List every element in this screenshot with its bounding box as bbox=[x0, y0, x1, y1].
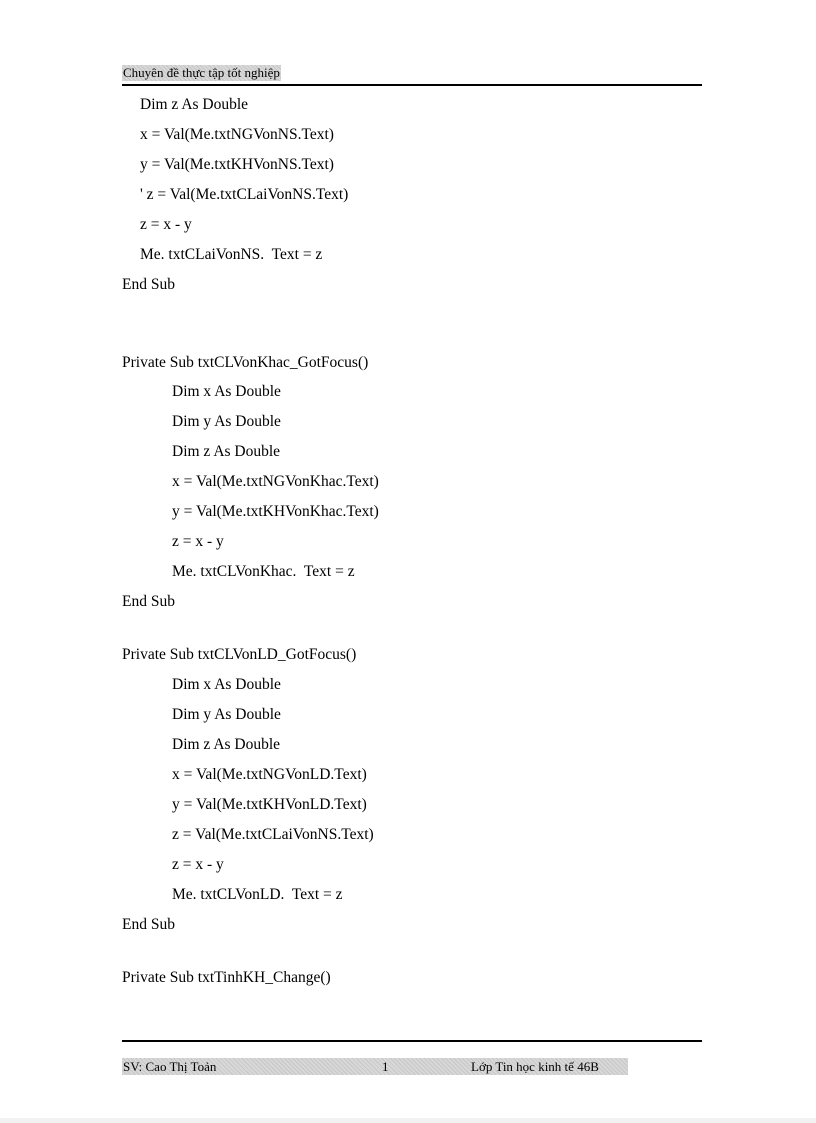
code-line: Me. txtCLaiVonNS. Text = z bbox=[140, 246, 323, 263]
code-line: Dim x As Double bbox=[172, 676, 281, 693]
code-line: Dim y As Double bbox=[172, 706, 281, 723]
code-line: Dim z As Double bbox=[172, 443, 281, 460]
code-line: Dim y As Double bbox=[172, 413, 281, 430]
page-header bbox=[122, 64, 702, 86]
code-line: x = Val(Me.txtNGVonKhac.Text) bbox=[172, 473, 379, 490]
code-line: y = Val(Me.txtKHVonLD.Text) bbox=[172, 796, 367, 813]
footer-class: Lớp Tin học kinh tế 46B bbox=[471, 1059, 599, 1074]
code-line: End Sub bbox=[122, 916, 175, 933]
code-line: z = x - y bbox=[172, 856, 224, 873]
code-line: y = Val(Me.txtKHVonNS.Text) bbox=[140, 156, 334, 173]
code-line: z = Val(Me.txtCLaiVonNS.Text) bbox=[172, 826, 374, 843]
code-line: Me. txtCLVonKhac. Text = z bbox=[172, 563, 355, 580]
footer-divider bbox=[122, 1040, 702, 1042]
code-line: Private Sub txtCLVonLD_GotFocus() bbox=[122, 646, 357, 663]
code-line: Private Sub txtCLVonKhac_GotFocus() bbox=[122, 354, 369, 371]
code-line: x = Val(Me.txtNGVonLD.Text) bbox=[172, 766, 367, 783]
code-line: Dim x As Double bbox=[172, 383, 281, 400]
footer-page-number: 1 bbox=[382, 1059, 389, 1074]
code-line: x = Val(Me.txtNGVonNS.Text) bbox=[140, 126, 334, 143]
page-bottom-edge bbox=[0, 1118, 816, 1123]
footer-student: SV: Cao Thị Toản bbox=[123, 1059, 217, 1074]
code-line: Dim z As Double bbox=[172, 736, 281, 753]
code-line: End Sub bbox=[122, 276, 175, 293]
header-title: Chuyên đề thực tập tốt nghiệp bbox=[123, 65, 280, 80]
code-line: Me. txtCLVonLD. Text = z bbox=[172, 886, 343, 903]
code-line: Dim z As Double bbox=[140, 96, 249, 113]
code-line: z = x - y bbox=[140, 216, 192, 233]
code-line: y = Val(Me.txtKHVonKhac.Text) bbox=[172, 503, 379, 520]
code-line: Private Sub txtTinhKH_Change() bbox=[122, 969, 331, 986]
code-line: End Sub bbox=[122, 593, 175, 610]
code-line: ' z = Val(Me.txtCLaiVonNS.Text) bbox=[140, 186, 349, 203]
code-line: z = x - y bbox=[172, 533, 224, 550]
